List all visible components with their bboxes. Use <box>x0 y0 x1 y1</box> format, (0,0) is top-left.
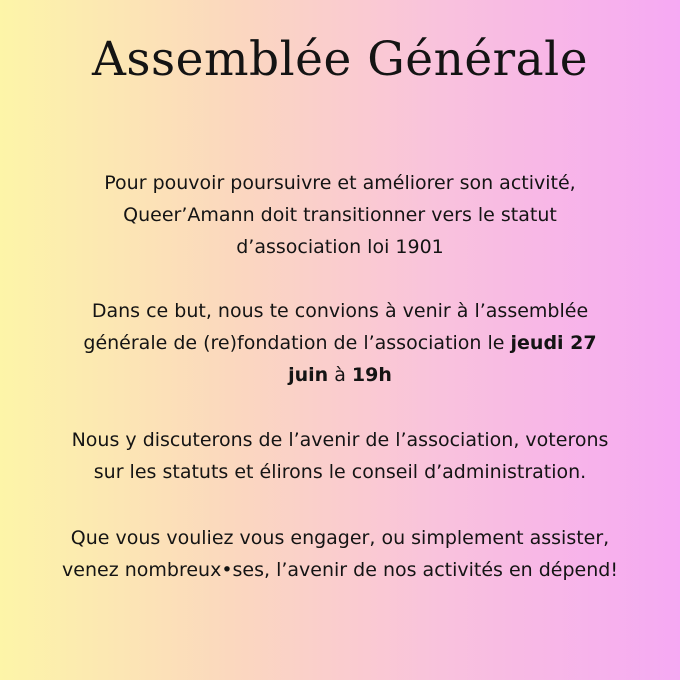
intro-line-1: Pour pouvoir poursuivre et améliorer son activité, <box>104 172 576 194</box>
invitation-line-1: Dans ce but, nous te convions à venir à l’assemblée <box>91 300 589 322</box>
intro-paragraph <box>10 167 670 263</box>
agenda-line-2: sur les statuts et élirons le conseil d’administration. <box>93 461 587 483</box>
invitation-line-3: à <box>328 364 352 386</box>
invitation-paragraph <box>10 295 670 391</box>
event-time: 19h <box>351 364 392 386</box>
closing-paragraph <box>10 522 670 586</box>
event-date-day: jeudi 27 <box>510 332 597 354</box>
invitation-line-2: générale de (re)fondation de l’association le <box>83 332 511 354</box>
intro-line-3: d’association loi 1901 <box>236 236 444 258</box>
page-title: Assemblée Générale <box>91 32 589 87</box>
intro-line-2: Queer’Amann doit transitionner vers le statut <box>123 204 557 226</box>
agenda-line-1: Nous y discuterons de l’avenir de l’association, voterons <box>71 429 609 451</box>
event-date-month: juin <box>288 364 329 386</box>
agenda-paragraph <box>10 424 670 488</box>
closing-line-1: Que vous vouliez vous engager, ou simplement assister, <box>70 527 610 549</box>
closing-line-2: venez nombreux•ses, l’avenir de nos activités en dépend! <box>62 559 618 581</box>
